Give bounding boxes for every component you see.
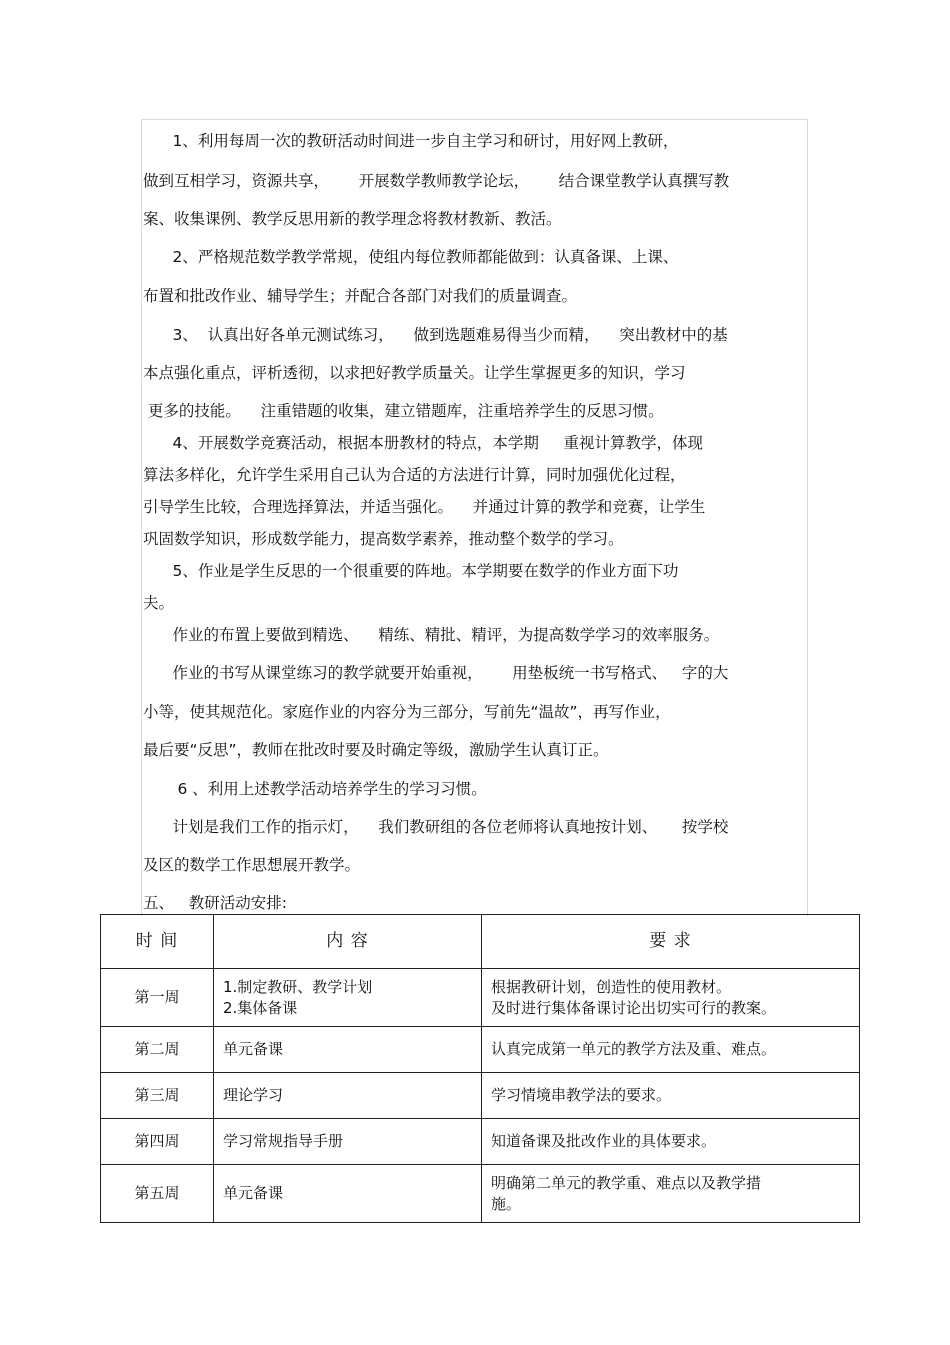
- week-cell: 第一周: [101, 969, 214, 1027]
- table-row: [101, 1073, 860, 1119]
- text-line: 做到互相学习，资源共享， 开展数学教师教学论坛， 结合课堂教学认真撰写教: [143, 172, 730, 190]
- table-row: [101, 969, 860, 1027]
- week-cell: 第四周: [101, 1119, 214, 1165]
- text-line: 更多的技能。 注重错题的收集，建立错题库，注重培养学生的反思习惯。: [143, 402, 664, 420]
- requirement-line: 施。: [491, 1194, 522, 1213]
- content-cell: [214, 1119, 482, 1165]
- content-cell: [214, 1027, 482, 1073]
- requirement-line: 认真完成第一单元的教学方法及重、难点。: [491, 1040, 777, 1058]
- column-header-content: 内 容: [214, 915, 482, 969]
- table-row: [101, 1119, 860, 1165]
- text-line: 5、作业是学生反思的一个很重要的阵地。本学期要在数学的作业方面下功: [143, 562, 679, 580]
- requirement-cell: [482, 1119, 860, 1165]
- column-header-time: 时 间: [101, 915, 214, 969]
- text-line: 算法多样化，允许学生采用自己认为合适的方法进行计算，同时加强优化过程，: [143, 466, 686, 484]
- requirement-cell: [482, 1165, 860, 1223]
- text-line: 案、收集课例、教学反思用新的教学理念将教材教新、教活。: [143, 210, 562, 228]
- text-line: 6 、利用上述教学活动培养学生的学习习惯。: [143, 780, 487, 798]
- content-line: 1.制定教研、教学计划: [223, 977, 373, 996]
- column-header-requirement: 要 求: [482, 915, 860, 969]
- table-row: [101, 1027, 860, 1073]
- week-cell: 第二周: [101, 1027, 214, 1073]
- week-cell: 第五周: [101, 1165, 214, 1223]
- content-line: 单元备课: [223, 1184, 284, 1202]
- content-line: 学习常规指导手册: [223, 1132, 344, 1150]
- requirement-cell: [482, 1073, 860, 1119]
- text-line: 2、严格规范数学教学常规，使组内每位教师都能做到：认真备课、上课、: [143, 248, 679, 266]
- section-heading: 五、 教研活动安排:: [143, 894, 288, 912]
- text-line: 及区的数学工作思想展开教学。: [143, 856, 361, 874]
- content-line: 单元备课: [223, 1040, 284, 1058]
- requirement-cell: [482, 969, 860, 1027]
- requirement-line: 明确第二单元的教学重、难点以及教学措: [491, 1173, 762, 1192]
- text-line: 作业的布置上要做到精选、 精练、精批、精评，为提高数学学习的效率服务。: [143, 626, 720, 644]
- text-line: 4、开展数学竞赛活动，根据本册教材的特点，本学期 重视计算教学，体现: [143, 434, 704, 452]
- requirement-line: 及时进行集体备课讨论出切实可行的教案。: [491, 998, 777, 1017]
- requirement-cell: [482, 1027, 860, 1073]
- requirement-line: 知道备课及批改作业的具体要求。: [491, 1132, 717, 1150]
- table-header-row: [101, 915, 860, 969]
- text-line: 巩固数学知识，形成数学能力，提高数学素养，推动整个数学的学习。: [143, 530, 624, 548]
- text-line: 作业的书写从课堂练习的教学就要开始重视， 用垫板统一书写格式、 字的大: [143, 664, 729, 682]
- text-line: 计划是我们工作的指示灯， 我们教研组的各位老师将认真地按计划、 按学校: [143, 818, 729, 836]
- week-cell: 第三周: [101, 1073, 214, 1119]
- text-line: 本点强化重点，评析透彻，以求把好教学质量关。让学生掌握更多的知识，学习: [143, 364, 686, 382]
- content-cell: [214, 1165, 482, 1223]
- text-line: 引导学生比较，合理选择算法，并适当强化。 并通过计算的教学和竞赛，让学生: [143, 498, 706, 516]
- text-line: 夫。: [143, 594, 175, 612]
- content-line: 2.集体备课: [223, 998, 298, 1017]
- text-line: 1、利用每周一次的教研活动时间进一步自主学习和研讨，用好网上教研，: [143, 132, 679, 150]
- requirement-line: 学习情境串教学法的要求。: [491, 1086, 672, 1104]
- text-line: 最后要“反思”，教师在批改时要及时确定等级，激励学生认真订正。: [143, 741, 609, 759]
- text-line: 3、 认真出好各单元测试练习， 做到选题难易得当少而精， 突出教材中的基: [143, 326, 728, 344]
- content-cell: [214, 969, 482, 1027]
- activity-schedule-table: [100, 914, 860, 1223]
- text-line: 小等，使其规范化。家庭作业的内容分为三部分，写前先“温故”，再写作业，: [143, 703, 671, 721]
- content-line: 理论学习: [223, 1086, 284, 1104]
- requirement-line: 根据教研计划，创造性的使用教材。: [491, 977, 732, 996]
- content-cell: [214, 1073, 482, 1119]
- text-line: 布置和批改作业、辅导学生；并配合各部门对我们的质量调查。: [143, 287, 578, 305]
- table-row: [101, 1165, 860, 1223]
